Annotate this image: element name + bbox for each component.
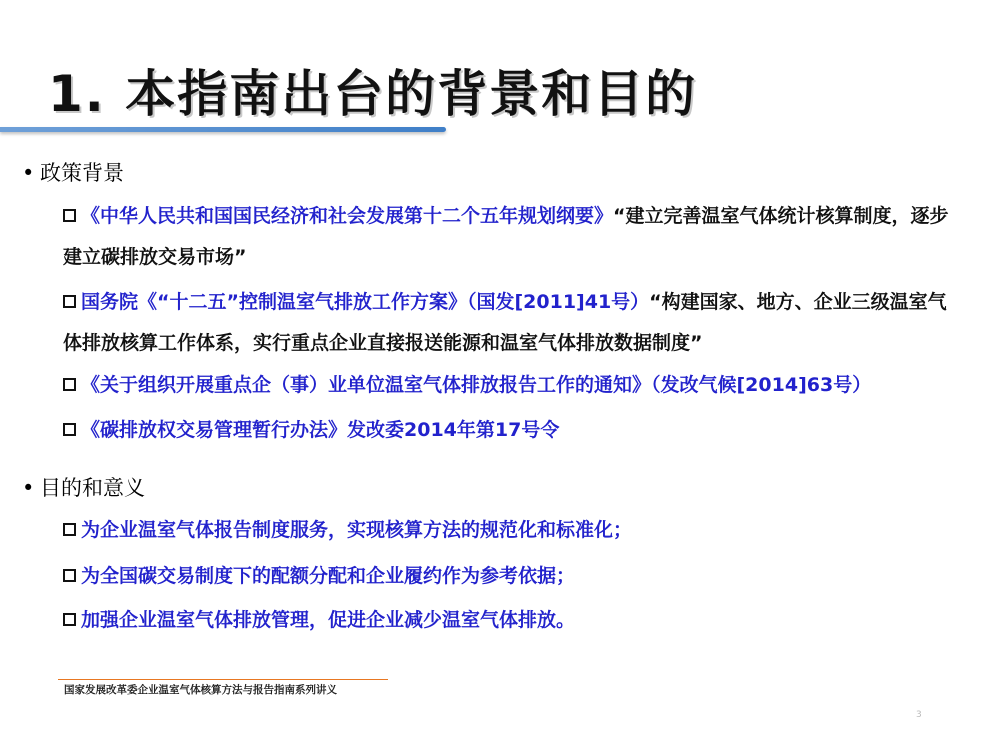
checkbox-bullet-icon xyxy=(63,613,76,626)
checkbox-bullet-icon xyxy=(63,295,76,308)
item-title: 为全国碳交易制度下的配额分配和企业履约作为参考依据； xyxy=(81,565,576,587)
list-item xyxy=(63,600,963,641)
item-title: 加强企业温室气体排放管理，促进企业减少温室气体排放。 xyxy=(81,609,576,631)
checkbox-bullet-icon xyxy=(63,523,76,536)
item-title: 为企业温室气体报告制度服务，实现核算方法的规范化和标准化； xyxy=(81,519,633,541)
checkbox-bullet-icon xyxy=(63,378,76,391)
section-label: 政策背景 xyxy=(40,161,124,185)
page-number: 3 xyxy=(916,710,922,720)
bullet-icon: • xyxy=(22,476,35,500)
list-item xyxy=(63,282,963,364)
checkbox-bullet-icon xyxy=(63,209,76,222)
footer-text: 国家发展改革委企业温室气体核算方法与报告指南系列讲义 xyxy=(64,684,337,696)
item-title: 《碳排放权交易管理暂行办法》发改委2014年第17号令 xyxy=(81,419,560,441)
item-quote: “建立完善温室气体统计核算制度，逐步建立碳排放交易市场” xyxy=(63,205,949,268)
section-label: 目的和意义 xyxy=(40,476,145,500)
footer-divider xyxy=(58,679,388,680)
item-title: 国务院《“十二五”控制温室气排放工作方案》（国发[2011]41号） xyxy=(81,291,650,313)
list-item xyxy=(63,196,963,278)
item-title: 《关于组织开展重点企（事）业单位温室气体排放报告工作的通知》（发改气候[2014]63号） xyxy=(81,374,872,396)
checkbox-bullet-icon xyxy=(63,423,76,436)
checkbox-bullet-icon xyxy=(63,569,76,582)
item-title: 《中华人民共和国国民经济和社会发展第十二个五年规划纲要》 xyxy=(81,205,614,227)
section-heading-purpose xyxy=(22,472,145,502)
list-item xyxy=(63,510,963,551)
list-item xyxy=(63,365,963,406)
title-underline xyxy=(0,127,446,132)
section-heading-policy xyxy=(22,157,124,187)
bullet-icon: • xyxy=(22,161,35,185)
list-item xyxy=(63,556,963,597)
list-item xyxy=(63,410,963,451)
item-quote: “构建国家、地方、企业三级温室气体排放核算工作体系，实行重点企业直接报送能源和温室气体排放数据制度” xyxy=(63,291,947,354)
page-title: 1. 本指南出台的背景和目的 xyxy=(48,65,698,123)
